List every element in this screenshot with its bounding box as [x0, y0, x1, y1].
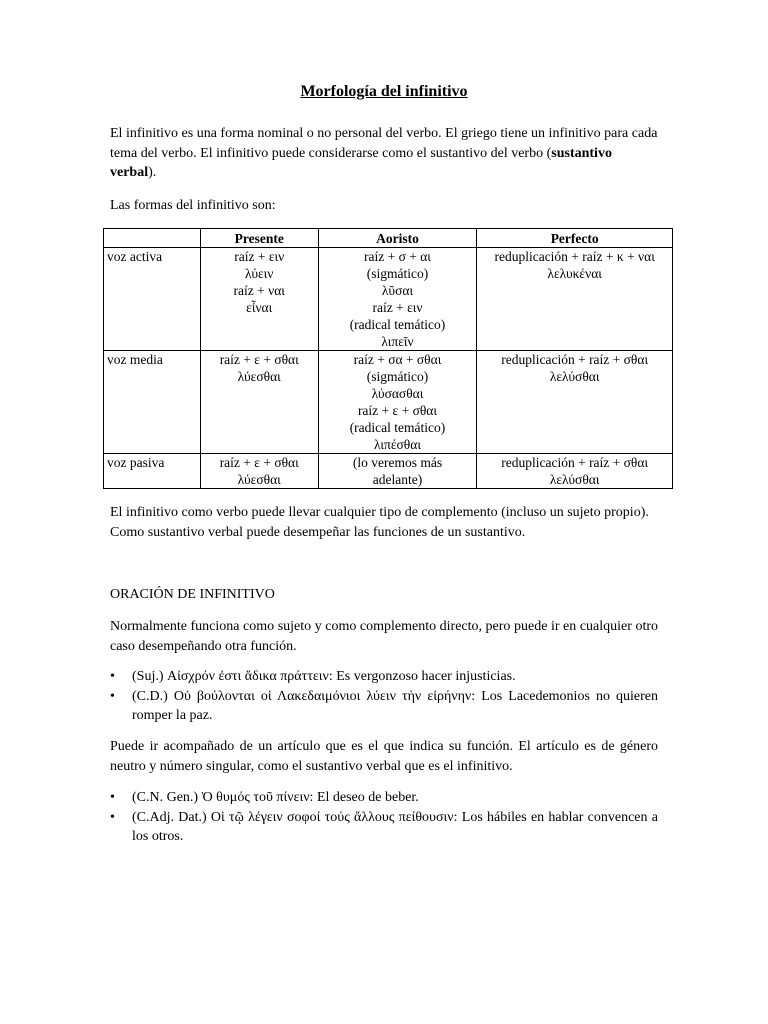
cell-line: raíz + σ + αι — [364, 249, 431, 264]
cell-line: adelante) — [372, 472, 423, 487]
table-header-cell: Presente — [200, 229, 318, 248]
cell-line: (lo veremos más — [352, 455, 443, 470]
cell-line: reduplicación + raíz + σθαι — [501, 352, 649, 367]
table-row — [104, 351, 673, 454]
examples-list-1 — [110, 667, 658, 726]
intro-bold-term: sustantivo verbal — [110, 145, 612, 180]
cell-line: λῦσαι — [381, 283, 414, 298]
bullet-icon: • — [110, 809, 115, 825]
row-label: voz pasiva — [104, 454, 201, 489]
cell-line: λύειν — [245, 266, 274, 281]
cell-line: (sigmático) — [366, 266, 429, 281]
list-item — [110, 687, 658, 726]
cell-line: λελύσθαι — [549, 472, 600, 487]
intro-text-2: ). — [148, 165, 157, 180]
list-item — [110, 808, 658, 847]
section-paragraph-2: Puede ir acompañado de un artículo que es el que indica su función. El artículo es de género neutro y número singular, como el sustantivo verbal que es el infinitivo. — [110, 739, 658, 774]
cell-line: raíz + ε + σθαι — [357, 403, 438, 418]
cell-line: raíz + ε + σθαι — [219, 352, 299, 367]
cell-line: λελυκέναι — [547, 266, 602, 281]
cell-presente — [200, 454, 318, 489]
forms-intro: Las formas del infinitivo son: — [110, 198, 276, 213]
page-title: Morfología del infinitivo — [300, 83, 468, 100]
cell-line: raíz + σα + σθαι — [353, 352, 442, 367]
section-heading: ORACIÓN DE INFINITIVO — [110, 587, 275, 602]
bullet-icon: • — [110, 790, 115, 805]
table-header-cell — [104, 229, 201, 248]
cell-line: λελύσθαι — [549, 369, 600, 384]
list-item-text: (C.Adj. Dat.) Οἱ τῷ λέγειν σοφοί τούς ἄλλους πείθουσιν: Los hábiles en hablar convencen a los otros. — [132, 809, 658, 844]
table-row — [104, 248, 673, 351]
cell-aoristo — [318, 351, 477, 454]
row-label: voz media — [104, 351, 201, 454]
list-item-text: (Suj.) Αἰσχρόν ἐστι ἄδικα πράττειν: Es vergonzoso hacer injusticias. — [132, 669, 516, 684]
bullet-icon: • — [110, 669, 115, 684]
cell-presente — [200, 248, 318, 351]
cell-line: raíz + ειν — [372, 300, 423, 315]
cell-line: reduplicación + raíz + κ + ναι — [494, 249, 655, 264]
cell-line: raíz + ε + σθαι — [219, 455, 299, 470]
examples-list-2 — [110, 788, 658, 847]
cell-line: λιπεῖν — [381, 334, 414, 349]
cell-line: λιπέσθαι — [374, 437, 421, 452]
cell-perfecto — [477, 454, 673, 489]
cell-perfecto — [477, 248, 673, 351]
cell-line: λύεσθαι — [237, 472, 281, 487]
cell-line: (sigmático) — [366, 369, 429, 384]
list-item — [110, 788, 658, 808]
intro-paragraph — [110, 124, 658, 183]
complement-paragraph: El infinitivo como verbo puede llevar cualquier tipo de complemento (incluso un sujeto propio). Como sustantivo verbal puede desempeñar las funciones de un sustantivo. — [110, 505, 649, 540]
cell-line: (radical temático) — [349, 317, 446, 332]
cell-presente — [200, 351, 318, 454]
section-paragraph-1: Normalmente funciona como sujeto y como complemento directo, pero puede ir en cualquier otro caso desempeñando otra función. — [110, 619, 658, 654]
infinitive-forms-table — [103, 228, 673, 489]
cell-line: (radical temático) — [349, 420, 446, 435]
cell-line: λύσασθαι — [371, 386, 424, 401]
bullet-icon: • — [110, 688, 115, 704]
cell-aoristo — [318, 454, 477, 489]
list-item-text: (C.N. Gen.) Ὁ θυμός τοῦ πίνειν: El deseo de beber. — [132, 790, 419, 805]
cell-line: raíz + ναι — [233, 283, 285, 298]
cell-aoristo — [318, 248, 477, 351]
table-header-row — [104, 229, 673, 248]
cell-line: εἶναι — [246, 300, 273, 315]
cell-line: raíz + ειν — [234, 249, 285, 264]
cell-perfecto — [477, 351, 673, 454]
list-item-text: (C.D.) Οὐ βούλονται οἱ Λακεδαιμόνιοι λύειν τὴν εἰρήνην: Los Lacedemonios no quieren romper la paz. — [132, 688, 658, 723]
table-header-cell: Aoristo — [318, 229, 477, 248]
table-header-cell: Perfecto — [477, 229, 673, 248]
cell-line: reduplicación + raíz + σθαι — [501, 455, 649, 470]
table-row — [104, 454, 673, 489]
list-item — [110, 667, 658, 687]
cell-line: λύεσθαι — [237, 369, 281, 384]
intro-text-1: El infinitivo es una forma nominal o no personal del verbo. El griego tiene un infinitivo para cada tema del verbo. El infinitivo puede considerarse como el sustantivo del verbo ( — [110, 126, 658, 161]
row-label: voz activa — [104, 248, 201, 351]
